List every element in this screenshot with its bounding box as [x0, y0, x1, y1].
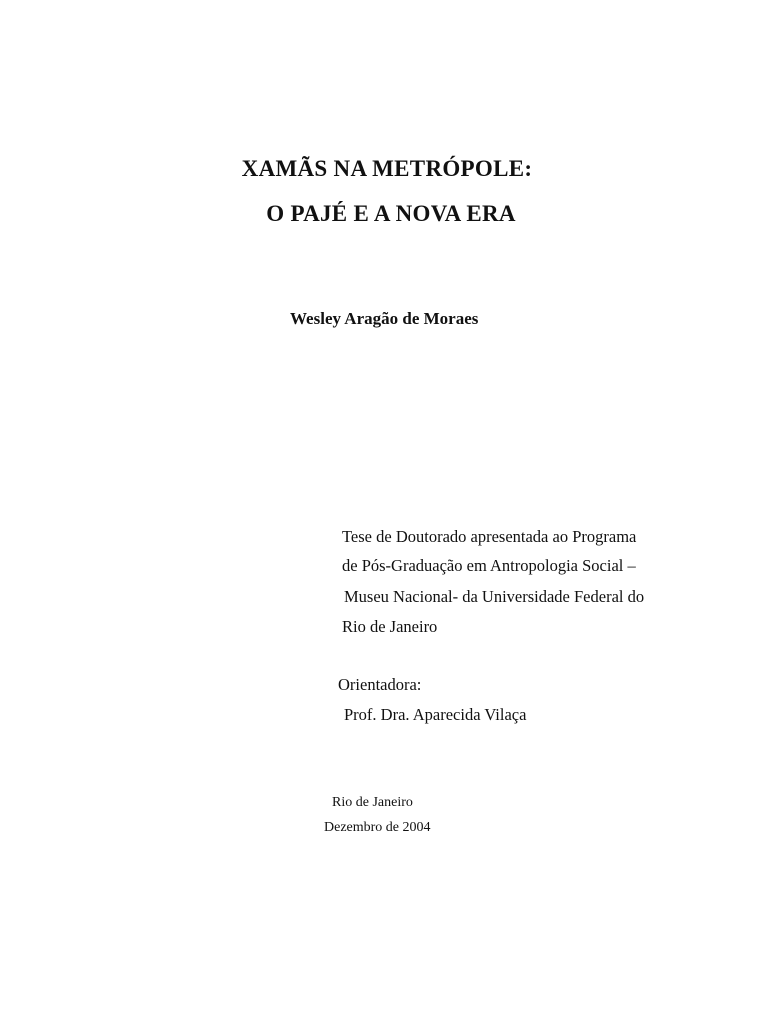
advisor-name: Prof. Dra. Aparecida Vilaça [344, 705, 527, 724]
description-line: Tese de Doutorado apresentada ao Programa [342, 527, 637, 546]
title-line-1: XAMÃS NA METRÓPOLE: [241, 156, 533, 181]
title-line-2: O PAJÉ E A NOVA ERA [266, 201, 516, 226]
advisor-label: Orientadora: [338, 675, 422, 694]
date: Dezembro de 2004 [324, 820, 431, 835]
place: Rio de Janeiro [332, 795, 413, 810]
description-line: de Pós-Graduação em Antropologia Social – [342, 556, 636, 575]
description-line: Rio de Janeiro [342, 617, 438, 636]
description-line: Museu Nacional- da Universidade Federal do [344, 587, 645, 606]
author-name: Wesley Aragão de Moraes [290, 309, 479, 328]
